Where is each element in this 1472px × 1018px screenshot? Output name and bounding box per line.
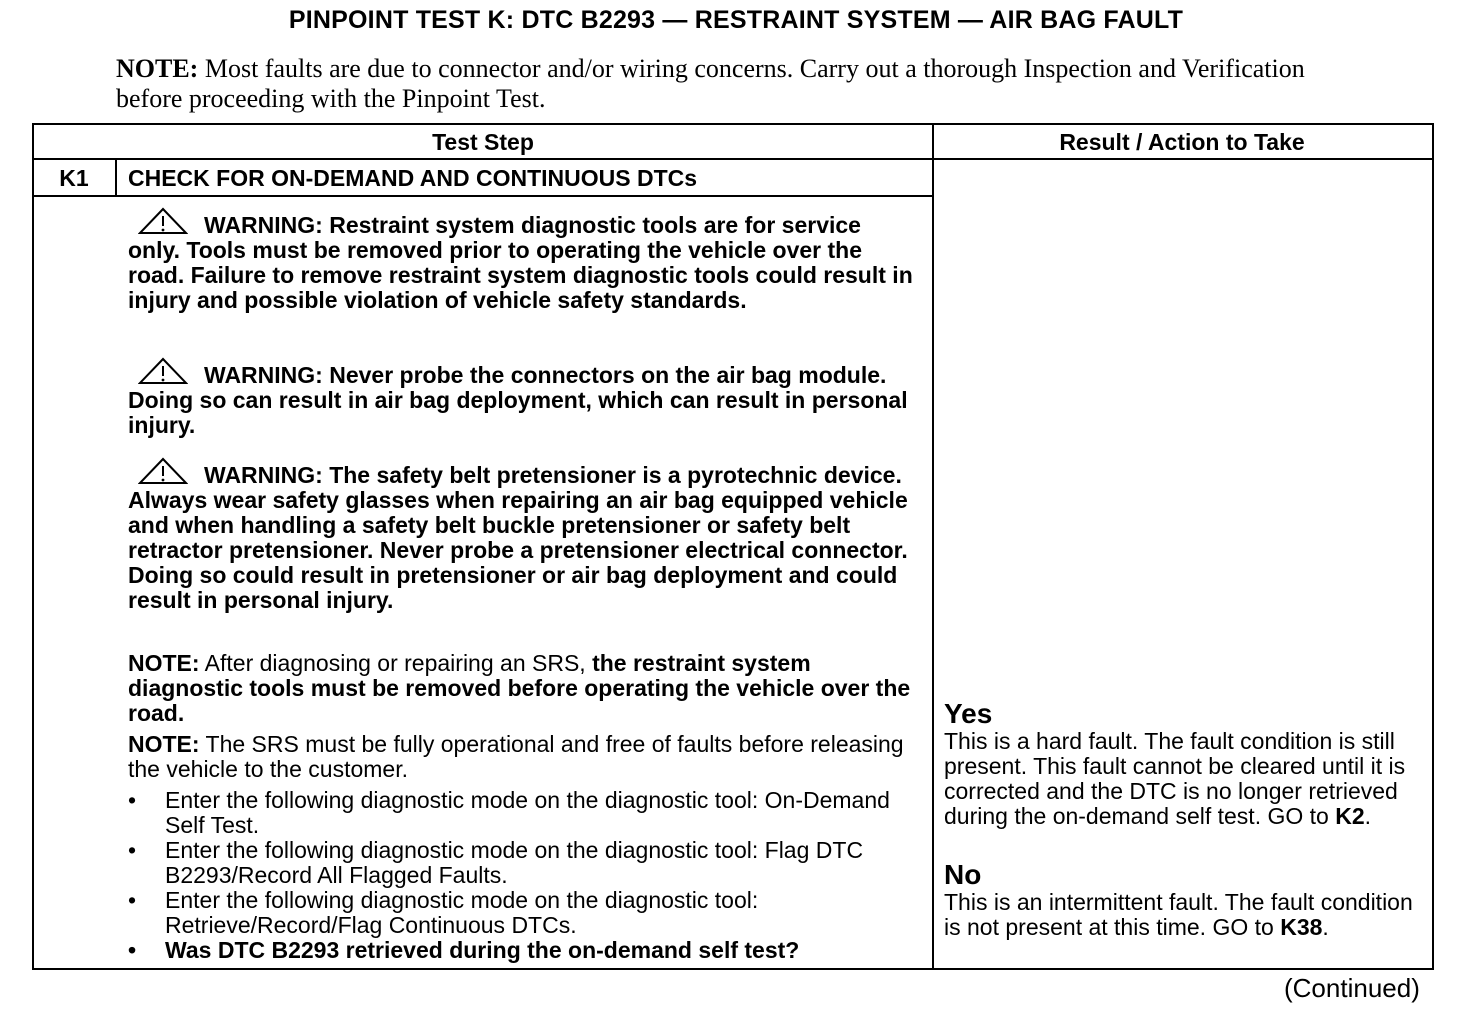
- result-no-text: [944, 890, 1426, 940]
- result-yes-end: .: [1364, 803, 1372, 829]
- step-id-divider: [115, 160, 117, 195]
- list-item: [128, 888, 918, 938]
- result-yes-label: Yes: [944, 698, 993, 729]
- result-yes-body: This is a hard fault. The fault condition is still present. This fault cannot be cleared until it is corrected and the DTC is no longer retrieved during the on-demand self test. GO to: [944, 728, 1406, 829]
- page-title: PINPOINT TEST K: DTC B2293 — RESTRAINT SYSTEM — AIR BAG FAULT: [288, 6, 1184, 34]
- bullet-dot: •: [128, 887, 137, 913]
- warning-1: [128, 207, 918, 313]
- note-2: [128, 732, 918, 782]
- warning-1-text: WARNING: Restraint system diagnostic tools are for service only. Tools must be removed prior to operating the vehicle over the road. Failure to remove restraint system diagnostic tools could result in injury and possible violation of vehicle safety standards.: [128, 212, 913, 313]
- goto-k2-link[interactable]: K2: [1335, 803, 1365, 829]
- list-item-text: Enter the following diagnostic mode on the diagnostic tool: On-Demand Self Test.: [165, 787, 890, 838]
- header-result: Result / Action to Take: [1059, 129, 1305, 155]
- result-yes-text: [944, 729, 1426, 829]
- note-2-plain: The SRS must be fully operational and free of faults before releasing the vehicle to the customer.: [128, 731, 904, 782]
- note-2-label: NOTE:: [128, 731, 200, 757]
- step-bullets: [128, 788, 918, 963]
- warning-triangle-icon: [138, 207, 188, 235]
- step-id: K1: [59, 165, 89, 191]
- warning-triangle-icon: [138, 457, 188, 485]
- list-item: [128, 788, 918, 838]
- step-question: [128, 938, 918, 963]
- note-1: [128, 651, 918, 726]
- top-note: [116, 54, 1356, 114]
- list-item: [128, 838, 918, 888]
- warning-2-text: WARNING: Never probe the connectors on the air bag module. Doing so can result in air bag deployment, which can result in personal injury.: [128, 362, 908, 438]
- column-divider: [932, 125, 934, 968]
- result-yes: [944, 699, 1426, 829]
- bullet-dot: •: [128, 937, 137, 963]
- list-item-text: Enter the following diagnostic mode on the diagnostic tool: Flag DTC B2293/Record All Flagged Faults.: [165, 837, 864, 888]
- bullet-dot: •: [128, 787, 137, 813]
- note-1-plain: After diagnosing or repairing an SRS,: [199, 650, 593, 676]
- header-divider: [34, 158, 1432, 160]
- result-no-body: This is an intermittent fault. The fault condition is not present at this time. GO to: [944, 889, 1413, 940]
- warning-3: [128, 457, 918, 613]
- warning-2: [128, 357, 918, 438]
- result-no: [944, 860, 1426, 940]
- note-1-bold: the restraint system diagnostic tools must be removed before operating the vehicle over the road.: [128, 650, 911, 726]
- header-test-step: Test Step: [432, 129, 534, 155]
- top-note-label: NOTE:: [116, 54, 199, 83]
- step-title: CHECK FOR ON-DEMAND AND CONTINUOUS DTCs: [128, 165, 698, 191]
- warning-3-text: WARNING: The safety belt pretensioner is a pyrotechnic device. Always wear safety glasses when repairing an air bag equipped vehicle and when handling a safety belt buckle pretensioner or safety belt retractor pretensioner. Never probe a pretensioner electrical connector. Doing so could result in pretensioner or air bag deployment and could result in personal injury.: [128, 462, 908, 613]
- note-1-label: NOTE:: [128, 650, 200, 676]
- step-title-divider: [34, 195, 932, 197]
- result-no-label: No: [944, 859, 982, 890]
- list-item-text: Enter the following diagnostic mode on the diagnostic tool: Retrieve/Record/Flag Continuous DTCs.: [165, 887, 759, 938]
- goto-k38-link[interactable]: K38: [1280, 914, 1323, 940]
- result-no-end: .: [1322, 914, 1329, 940]
- continued-label: (Continued): [1284, 973, 1420, 1003]
- bullet-dot: •: [128, 837, 137, 863]
- warning-triangle-icon: [138, 357, 188, 385]
- step-question-text: Was DTC B2293 retrieved during the on-demand self test?: [165, 937, 800, 963]
- top-note-text: Most faults are due to connector and/or wiring concerns. Carry out a thorough Inspection and Verification before proceeding with the Pinpoint Test.: [116, 54, 1305, 113]
